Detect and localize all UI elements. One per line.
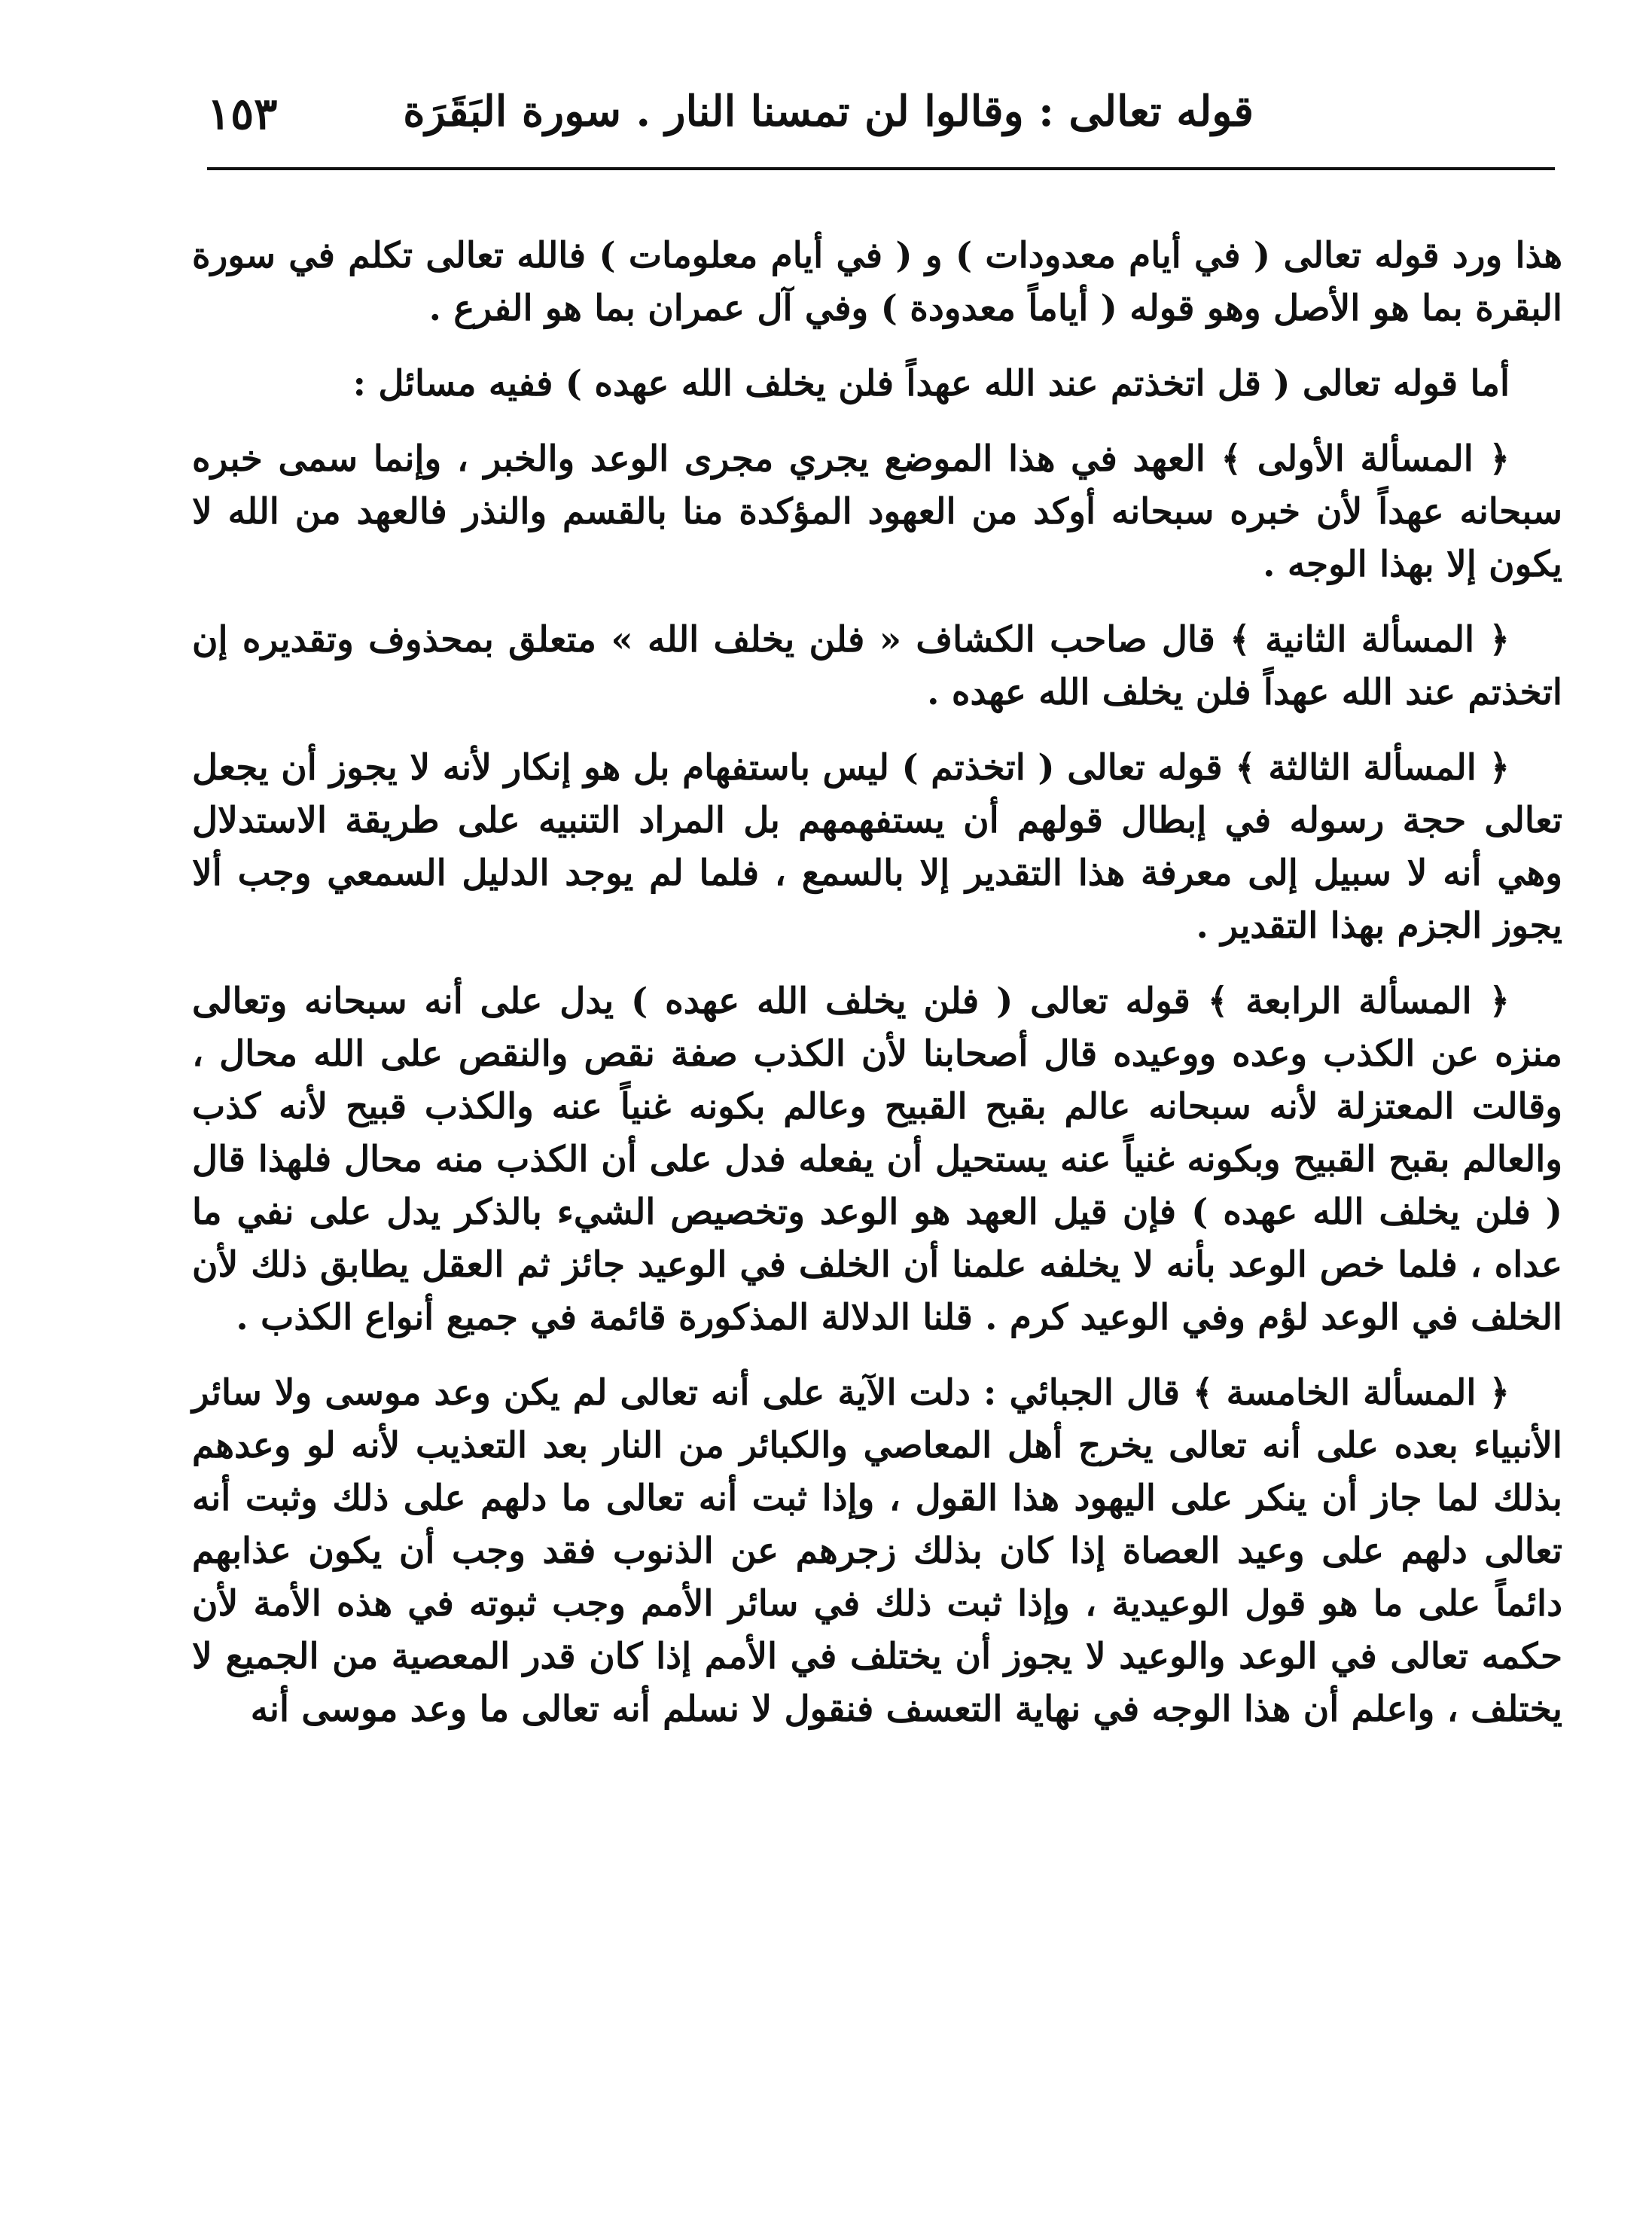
paragraph-issue-5 <box>192 1367 1562 1736</box>
paragraph-text: أما قوله تعالى ( قل اتخذتم عند الله عهداً فلن يخلف الله عهده ) ففيه مسائل : <box>352 363 1510 404</box>
issue-label: ﴿ المسألة الخامسة ﴾ <box>1193 1372 1510 1414</box>
paragraph-intro <box>192 230 1562 335</box>
page-number: ١٥٣ <box>207 88 278 139</box>
page-header <box>207 72 1555 169</box>
paragraph-text: قوله تعالى ( اتخذتم ) ليس باستفهام بل هو إنكار لأنه لا يجوز أن يجعل تعالى حجة رسوله في إبطال قولهم أن يستفهمهم بل المراد التنبيه على طريقة الاستدلال وهي أنه لا سبيل إلى معرفة هذا التقدير إلا بالسمع ، فلما لم يوجد الدليل السمعي وجب ألا يجوز الجزم بهذا التقدير . <box>192 747 1562 947</box>
issue-label: ﴿ المسألة الأولى ﴾ <box>1221 438 1510 480</box>
paragraph-text: قوله تعالى ( فلن يخلف الله عهده ) يدل على أنه سبحانه وتعالى منزه عن الكذب وعده ووعيده قال أصحابنا لأن الكذب صفة نقص والنقص على الله محال ، وقالت المعتزلة لأنه سبحانه عالم بقبح القبيح وعالم بكونه غنياً عنه والكذب قبيح لأنه كذب والعالم بقبح القبيح وبكونه غنياً عنه يستحيل أن يفعله فدل على أن الكذب منه محال فلهذا قال ( فلن يخلف الله عهده ) فإن قيل العهد هو الوعد وتخصيص الشيء بالذكر يدل على نفي ما عداه ، فلما خص الوعد بأنه لا يخلفه علمنا أن الخلف في الوعيد جائز ثم العقل يطابق ذلك لأن الخلف في الوعد لؤم وفي الوعيد كرم . قلنا الدلالة المذكورة قائمة في جميع أنواع الكذب . <box>192 981 1562 1338</box>
paragraph-verse-questions <box>192 358 1562 410</box>
header-divider <box>207 167 1555 170</box>
paragraph-issue-4 <box>192 975 1562 1344</box>
paragraph-issue-2 <box>192 614 1562 719</box>
paragraph-text: العهد في هذا الموضع يجري مجرى الوعد والخبر ، وإنما سمى خبره سبحانه عهداً لأن خبره سبحانه أوكد من العهود المؤكدة منا بالقسم والنذر فالعهد من الله لا يكون إلا بهذا الوجه . <box>192 438 1562 585</box>
page-body <box>192 230 1562 1759</box>
running-header-title: قوله تعالى : وقالوا لن تمسنا النار . سورة البَقَرَة <box>403 87 1254 136</box>
issue-label: ﴿ المسألة الثالثة ﴾ <box>1235 747 1510 789</box>
paragraph-issue-3 <box>192 742 1562 953</box>
issue-label: ﴿ المسألة الرابعة ﴾ <box>1207 981 1510 1022</box>
paragraph-issue-1 <box>192 433 1562 591</box>
paragraph-text: هذا ورد قوله تعالى ( في أيام معدودات ) و ( في أيام معلومات ) فالله تعالى تكلم في سورة البقرة بما هو الأصل وهو قوله ( أياماً معدودة ) وفي آل عمران بما هو الفرع . <box>192 235 1562 329</box>
paragraph-text: قال الجبائي : دلت الآية على أنه تعالى لم يكن وعد موسى ولا سائر الأنبياء بعده على أنه تعالى يخرج أهل المعاصي والكبائر من النار بعد التعذيب لأنه لو وعدهم بذلك لما جاز أن ينكر على اليهود هذا القول ، وإذا ثبت أنه تعالى ما دلهم على ذلك وثبت أنه تعالى دلهم على وعيد العصاة إذا كان بذلك زجرهم عن الذنوب فقد وجب أن يكون عذابهم دائماً على ما هو قول الوعيدية ، وإذا ثبت ذلك في سائر الأمم وجب ثبوته في هذه الأمة لأن حكمه تعالى في الوعد والوعيد لا يجوز أن يختلف في الأمم إذا كان قدر المعصية من الجميع لا يختلف ، واعلم أن هذا الوجه في نهاية التعسف فنقول لا نسلم أنه تعالى ما وعد موسى أنه <box>192 1372 1563 1730</box>
issue-label: ﴿ المسألة الثانية ﴾ <box>1230 619 1510 660</box>
paragraph-text: قال صاحب الكشاف « فلن يخلف الله » متعلق بمحذوف وتقديره إن اتخذتم عند الله عهداً فلن يخلف الله عهده . <box>192 619 1562 713</box>
